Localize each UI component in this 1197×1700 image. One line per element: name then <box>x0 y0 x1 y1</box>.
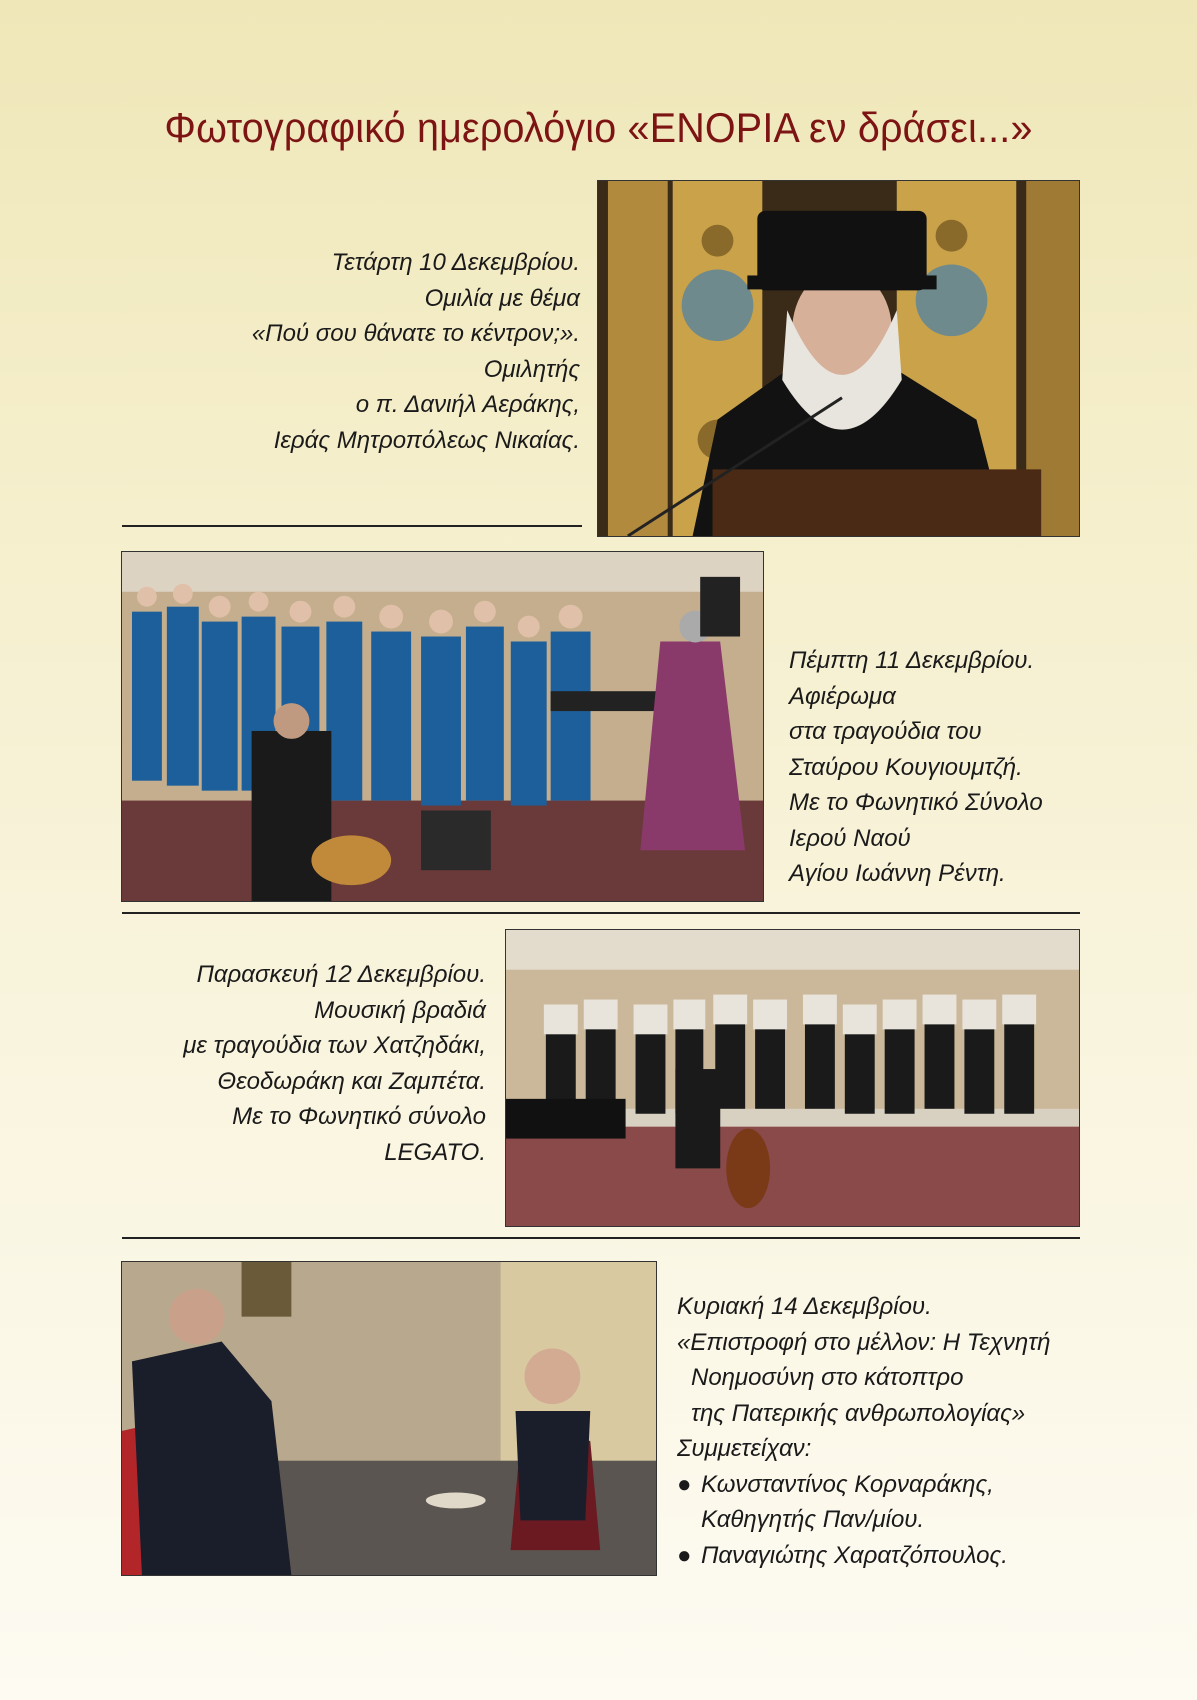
bullet-icon: ● <box>677 1470 692 1498</box>
divider <box>122 912 1080 914</box>
event-3-line: Θεοδωράκη και Ζαμπέτα. <box>217 1067 486 1095</box>
event-3-line: LEGATO. <box>384 1138 486 1166</box>
event-3-line: Μουσική βραδιά <box>314 996 486 1024</box>
event-2-line: Αγίου Ιωάννη Ρέντη. <box>789 860 1006 887</box>
event-2-line: Αφιέρωμα <box>789 682 896 710</box>
event-3-line: Παρασκευή 12 Δεκεμβρίου. <box>196 961 486 988</box>
event-3-line: με τραγούδια των Χατζηδάκι, <box>183 1032 486 1059</box>
event-4-caption <box>677 1289 1051 1573</box>
event-4-line: της Πατερικής ανθρωπολογίας» <box>691 1399 1026 1427</box>
event-2-line: Με το Φωνητικό Σύνολο <box>789 789 1043 816</box>
event-1-line: Ιεράς Μητροπόλεως Νικαίας. <box>273 426 580 454</box>
priest-speaker-photo <box>597 180 1080 537</box>
event-1-line: Ομιλητής <box>483 355 580 383</box>
event-1-line: Τετάρτη 10 Δεκεμβρίου. <box>331 249 580 276</box>
participant-name: Κωνσταντίνος Κορναράκης, <box>701 1470 994 1498</box>
divider <box>122 1237 1080 1239</box>
event-2-line: Ιερού Ναού <box>789 824 911 852</box>
event-2-line: στα τραγούδια του <box>789 718 982 745</box>
event-2-line: Σταύρου Κουγιουμτζή. <box>789 753 1023 781</box>
event-1-line: «Πού σου θάνατε το κέντρον;». <box>251 320 580 347</box>
event-4-line: Συμμετείχαν: <box>677 1435 812 1462</box>
event-1-line: Ομιλία με θέμα <box>424 284 580 312</box>
event-4-line: Κυριακή 14 Δεκεμβρίου. <box>677 1293 932 1320</box>
participant-role: Καθηγητής Παν/μίου. <box>701 1506 925 1533</box>
bullet-icon: ● <box>677 1541 692 1569</box>
event-1-caption <box>252 245 580 458</box>
event-3-caption <box>183 957 486 1170</box>
choir-legato-photo <box>505 929 1080 1227</box>
discussion-photo <box>121 1261 657 1576</box>
event-4-line: «Επιστροφή στο μέλλον: Η Τεχνητή <box>677 1328 1051 1356</box>
event-1-line: ο π. Δανιήλ Αεράκης, <box>355 391 580 418</box>
event-4-line: Νοημοσύνη στο κάτοπτρο <box>691 1364 964 1391</box>
page-title: Φωτογραφικό ημερολόγιο «ΕΝΟΡΙΑ εν δράσει...» <box>164 104 1033 151</box>
event-2-line: Πέμπτη 11 Δεκεμβρίου. <box>789 647 1035 674</box>
event-2-caption <box>789 643 1043 892</box>
participant-item <box>677 1467 1051 1503</box>
divider <box>122 525 582 527</box>
choir-blue-photo <box>121 551 764 902</box>
event-3-line: Με το Φωνητικό σύνολο <box>232 1103 486 1130</box>
participant-name: Παναγιώτης Χαρατζόπουλος. <box>701 1541 1008 1569</box>
participant-item <box>677 1538 1051 1574</box>
